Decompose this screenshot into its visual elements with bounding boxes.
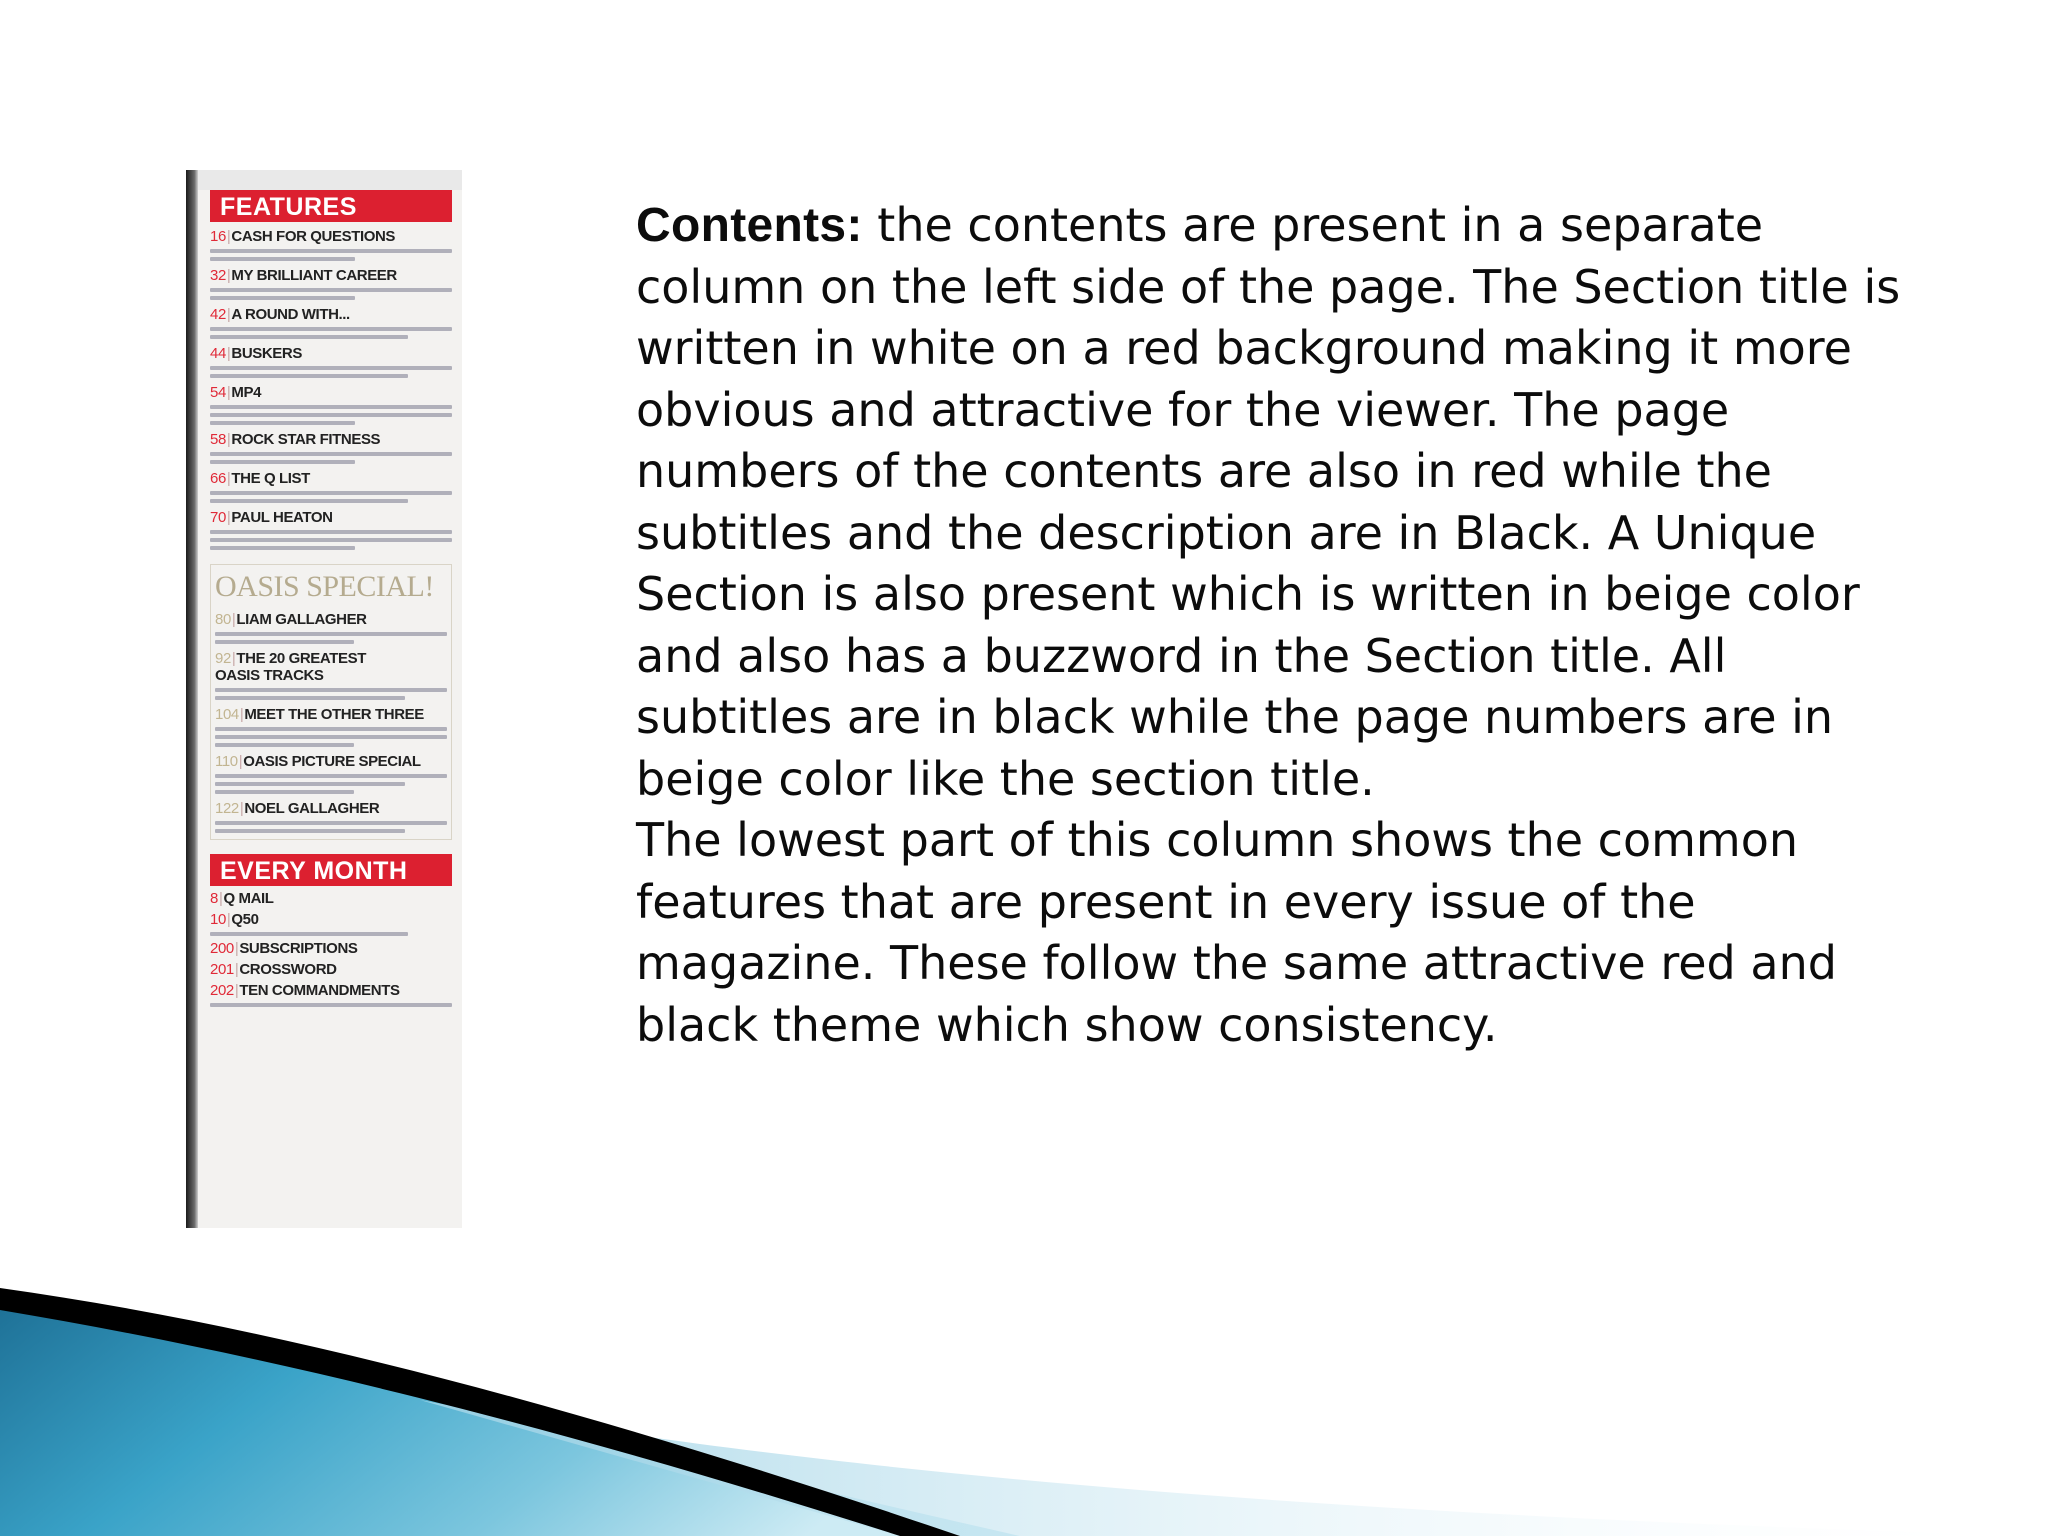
special-section-title: OASIS SPECIAL! <box>215 570 434 603</box>
description-label: Contents: <box>636 199 863 252</box>
item-title: MP4 <box>231 384 262 401</box>
contents-item: 92|THE 20 GREATEST OASIS TRACKS <box>215 650 447 700</box>
page-number: 92 <box>215 650 231 667</box>
contents-item: 80|LIAM GALLAGHER <box>215 611 447 644</box>
contents-item: 32|MY BRILLIANT CAREER <box>210 267 452 300</box>
item-title: OASIS PICTURE SPECIAL <box>243 753 421 770</box>
page-number: 8 <box>210 890 218 907</box>
contents-item: 66|THE Q LIST <box>210 470 452 503</box>
page-number: 10 <box>210 911 226 928</box>
contents-item: 201|CROSSWORD <box>210 961 337 978</box>
contents-item: 58|ROCK STAR FITNESS <box>210 431 452 464</box>
features-section-title: FEATURES <box>210 190 452 222</box>
description-paragraph-2: The lowest part of this column shows the common features that are present in every issue of the magazine. These follow the same attractive red and black theme which show consistency. <box>636 813 1837 1052</box>
contents-item: 70|PAUL HEATON <box>210 509 452 550</box>
page-number: 110 <box>215 753 238 770</box>
page-number: 54 <box>210 384 226 401</box>
item-title: Q MAIL <box>223 890 274 907</box>
every-month-section-title: EVERY MONTH <box>210 854 452 886</box>
contents-item: 44|BUSKERS <box>210 345 452 378</box>
item-title: NOEL GALLAGHER <box>244 800 380 817</box>
page-number: 44 <box>210 345 226 362</box>
item-title: A ROUND WITH... <box>231 306 350 323</box>
page-number: 32 <box>210 267 226 284</box>
contents-item: 122|NOEL GALLAGHER <box>215 800 447 833</box>
item-title: CROSSWORD <box>239 961 337 978</box>
page-number: 122 <box>215 800 239 817</box>
contents-item: 104|MEET THE OTHER THREE <box>215 706 447 747</box>
page-number: 104 <box>215 706 239 723</box>
description-paragraph-1: the contents are present in a separate column on the left side of the page. The Section title is written in white on a red background making it more obvious and attractive for the viewer. The page numbers of the contents are also in red while the subtitles and the description are in Black. A Unique Section is also present which is written in beige color and also has a buzzword in the Section title. All subtitles are in black while the page numbers are in beige color like the section title. <box>636 198 1901 806</box>
item-title: MY BRILLIANT CAREER <box>231 267 397 284</box>
contents-item: 200|SUBSCRIPTIONS <box>210 940 358 957</box>
item-title-line-2: OASIS TRACKS <box>215 667 324 684</box>
item-title: LIAM GALLAGHER <box>236 611 367 628</box>
contents-item: 16|CASH FOR QUESTIONS <box>210 228 452 261</box>
item-title: MEET THE OTHER THREE <box>244 706 424 723</box>
item-title: TEN COMMANDMENTS <box>239 982 400 999</box>
page-number: 58 <box>210 431 226 448</box>
contents-item: 202|TEN COMMANDMENTS <box>210 982 452 1007</box>
contents-item: 10|Q50 <box>210 911 452 936</box>
page-number: 70 <box>210 509 226 526</box>
item-title: THE Q LIST <box>231 470 310 487</box>
item-title: CASH FOR QUESTIONS <box>231 228 396 245</box>
item-title: THE 20 GREATEST <box>236 650 366 667</box>
contents-item: 42|A ROUND WITH... <box>210 306 452 339</box>
item-title: BUSKERS <box>231 345 302 362</box>
item-title: Q50 <box>231 911 259 928</box>
page-number: 201 <box>210 961 234 978</box>
contents-item: 8|Q MAIL <box>210 890 274 907</box>
contents-item: 110|OASIS PICTURE SPECIAL <box>215 753 447 794</box>
page-number: 202 <box>210 982 234 999</box>
item-title: PAUL HEATON <box>231 509 333 526</box>
item-title: SUBSCRIPTIONS <box>239 940 358 957</box>
page-number: 80 <box>215 611 231 628</box>
contents-item: 54|MP4 <box>210 384 452 425</box>
item-title: ROCK STAR FITNESS <box>231 431 381 448</box>
page-number: 16 <box>210 228 226 245</box>
page-number: 66 <box>210 470 226 487</box>
page-number: 42 <box>210 306 226 323</box>
page-number: 200 <box>210 940 234 957</box>
